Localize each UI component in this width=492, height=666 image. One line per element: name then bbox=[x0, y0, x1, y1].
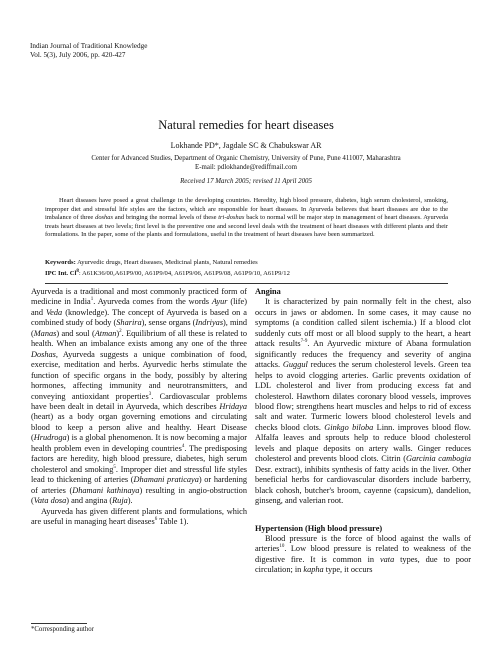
section-divider bbox=[45, 283, 448, 284]
italic-term: Hridaya bbox=[219, 401, 247, 411]
text: ), mind ( bbox=[31, 318, 248, 338]
text: . Equilibrium of all these is related to health. When an imbalance exists among any one of the three bbox=[31, 328, 247, 349]
abstract-text-3: back to normal will be major step in management of heart diseases. Ayurveda treats heart diseases at two levels; first level is the preventive one and second level deals with the treatment of heart diseases with different plants and their formulations. In the paper, some of the plants and formulations, useful in the treatment of heart diseases have been summarized. bbox=[45, 214, 448, 239]
journal-volume: Vol. 5(3), July 2006, pp. 420-427 bbox=[30, 51, 126, 59]
ref-superscript: 7-9 bbox=[300, 339, 308, 345]
text: ) is a global phenomenon. It is now becoming a major health problem even in developing countries bbox=[31, 433, 247, 453]
text: ). bbox=[127, 496, 133, 506]
ipc-codes: : A61K36/00,A61P9/00, A61P9/04, A61P9/06, A61P9/08, A61P9/10, A61P9/12 bbox=[78, 270, 290, 277]
keywords-label: Keywords: bbox=[45, 259, 76, 266]
ref-superscript: 10 bbox=[279, 544, 285, 550]
abstract bbox=[45, 197, 448, 240]
italic-term: Ayur bbox=[211, 297, 228, 307]
italic-term: Veda bbox=[46, 307, 63, 317]
text: . An Ayurvedic mixture of Abana formulation significantly reduces the frequency and severity of angina attacks. bbox=[255, 339, 472, 370]
text: Ayurveda is a traditional and most commonly practiced form of medicine in India bbox=[31, 287, 247, 307]
ref-superscript: 6 bbox=[154, 517, 158, 523]
ref-superscript: 2 bbox=[119, 329, 122, 335]
text: It is characterized by pain normally felt in the chest, also occurs in jaws or abdomen. In some cases, it may cause no symptoms (a condition called silent ischemia.) If a blood clot suddenly cuts off most or all blood supply to the heart, a heart attack results bbox=[255, 297, 471, 349]
ref-superscript: 4 bbox=[181, 444, 185, 450]
text: ) and angina ( bbox=[66, 496, 113, 506]
italic-term: Vata dosa bbox=[33, 496, 67, 506]
italic-term: Ginkgo biloba bbox=[324, 422, 374, 432]
italic-term: Guggul bbox=[282, 360, 308, 370]
keywords bbox=[45, 258, 448, 267]
hypertension-paragraph bbox=[255, 534, 471, 576]
abstract-text-2: and bringing the normal levels of these bbox=[113, 214, 219, 222]
journal-name: Indian Journal of Traditional Knowledge bbox=[30, 42, 148, 50]
text: , Ayurveda suggests a unique combination of food, exercise, meditation and herbs. Ayurvedic herbs stimulate the function of specific organs in the body, possibly by altering hormones, affecting immunity and neurotransmitters, and conveying antioxidant properties bbox=[31, 349, 247, 401]
text: Desr. extract), inhibits synthesis of fatty acids in the liver. Other beneficial herbs for cardiovascular disorders include barberry, black cohosh, butcher's broom, cayenne (capsicum), dandelion, ginseng, and valerian root. bbox=[255, 464, 471, 506]
italic-term: Indriyas bbox=[195, 318, 224, 328]
text: . Cardiovascular problems have been dealt in detail in Ayurveda, which describes bbox=[31, 391, 248, 411]
intro-paragraph bbox=[31, 287, 247, 507]
text: . Low blood pressure is related to weakness of the digestive fire. It is common in bbox=[255, 544, 471, 564]
authors: Lokhande PD*, Jagdale SC & Chabukswar AR bbox=[170, 141, 322, 150]
affiliation-email: E-mail: pdlokhande@rediffmail.com bbox=[195, 164, 297, 171]
plants-paragraph bbox=[31, 507, 247, 528]
ipc-label: IPC Int. Cl bbox=[45, 270, 77, 277]
text: . Ayurveda comes from the words bbox=[93, 297, 212, 307]
keywords-text: Ayurvedic drugs, Heart diseases, Medicinal plants, Natural remedies bbox=[75, 259, 258, 266]
italic-term: Doshas bbox=[31, 349, 56, 359]
text: (heart) as a body organ governing emotions and circulating blood to keep a person alive and healthy. Heart Disease ( bbox=[31, 412, 247, 443]
spacer bbox=[255, 507, 471, 524]
italic-term: Hrudroga bbox=[33, 433, 67, 443]
text: (life) and bbox=[31, 297, 248, 317]
text: ) and soul ( bbox=[56, 328, 95, 338]
italic-term: kapha bbox=[303, 565, 324, 575]
ref-superscript: 1 bbox=[90, 297, 94, 303]
abstract-doshas: doshas bbox=[95, 214, 113, 222]
text: ) resulting in angio-obstruction ( bbox=[31, 485, 247, 506]
footnote-divider bbox=[31, 623, 87, 624]
paper-title: Natural remedies for heart diseases bbox=[158, 118, 334, 132]
ipc-classification bbox=[45, 269, 448, 278]
italic-term: Dhamani kathinaya bbox=[72, 485, 140, 495]
text: Linn. improves blood flow. Alfalfa leaves and sprouts help to reduce blood cholesterol levels and plaque deposits on artery walls. Ginger reduces cholesterol and prevents blood clots. Citrin ( bbox=[255, 422, 471, 464]
text: ) or hardening of arteries ( bbox=[31, 475, 247, 495]
received-dates: Received 17 March 2005; revised 11 April 2005 bbox=[180, 178, 312, 185]
right-column bbox=[255, 287, 471, 576]
italic-term: Manas bbox=[33, 328, 57, 338]
journal-citation bbox=[30, 42, 147, 60]
text: Table 1). bbox=[157, 516, 189, 526]
text: type, it occurs bbox=[323, 565, 373, 575]
italic-term: Ruja bbox=[112, 496, 128, 506]
text: . The predisposing factors are heredity, high blood pressure, diabetes, high serum cholesterol and smoking bbox=[31, 443, 247, 474]
ref-superscript: 3 bbox=[148, 391, 152, 397]
italic-term: Garcinia cambogia bbox=[406, 454, 471, 464]
section-heading-hypertension: Hypertension (High blood pressure) bbox=[255, 523, 383, 533]
abstract-tri-doshas: tri-doshas bbox=[218, 214, 245, 222]
abstract-text-1: Heart diseases have posed a great challenge in the developing countries. Heredity, high blood pressure, diabetes, high serum cholesterol, smoking, improper diet and stressful life styles are the factors, which are responsible for heart diseases. In Ayurveda believes that heart diseases are due to the imbalance of three bbox=[45, 197, 448, 222]
text: (knowledge). The concept of Ayurveda is based on a combined study of body ( bbox=[31, 307, 247, 328]
section-heading-angina: Angina bbox=[255, 287, 281, 296]
text: Ayurveda has given different plants and formulations, which are useful in managing heart diseases bbox=[31, 506, 247, 526]
text: ) bbox=[116, 328, 120, 338]
left-column bbox=[31, 287, 247, 527]
italic-term: vata bbox=[379, 554, 395, 564]
text: ), sense organs ( bbox=[141, 318, 196, 328]
italic-term: Dhamani praticaya bbox=[133, 475, 199, 485]
text: Blood pressure is the force of blood against the walls of arteries bbox=[255, 533, 471, 554]
text: reduces the serum cholesterol levels. Green tea helps to avoid clogging arteries. Garlic prevents oxidation of LDL cholesterol and liver from producing excess fat and cholesterol. Hawthorn dilates coronary blood vessels, improves blood flow; strengthens heart muscles and helps to rid of excess salt and water. Turmeric lowers blood cholesterol levels and checks blood clots. bbox=[255, 360, 471, 432]
italic-term: Atman bbox=[94, 328, 117, 338]
italic-term: Sharira bbox=[116, 318, 142, 328]
ref-superscript: 5 bbox=[113, 464, 116, 470]
ipc-sup: 8 bbox=[76, 268, 79, 274]
affiliation bbox=[0, 154, 492, 172]
text: types, due to poor circulation; in bbox=[255, 554, 471, 575]
text: . Improper diet and stressful life styles lead to thickening of arteries ( bbox=[31, 464, 248, 485]
affiliation-address: Center for Advanced Studies, Department of Organic Chemistry, University of Pune, Pune 411007, Maharashtra bbox=[91, 155, 401, 162]
angina-paragraph bbox=[255, 297, 471, 506]
footnote: *Corresponding author bbox=[31, 626, 94, 633]
